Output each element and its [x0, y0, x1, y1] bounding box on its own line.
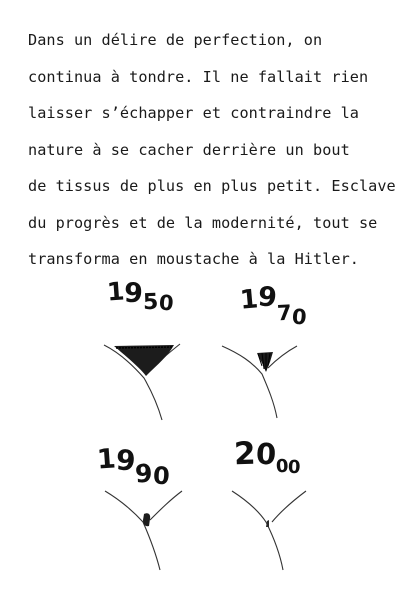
paragraph-line: de tissus de plus en plus petit. Esclave: [28, 177, 396, 195]
paragraph-line: laisser s’échapper et contraindre la: [28, 104, 359, 122]
paragraph-line: du progrès et de la modernité, tout se: [28, 213, 378, 232]
year-label-2000: 2000: [233, 435, 302, 479]
paragraph-line: transforma en moustache à la Hitler.: [28, 250, 359, 268]
paragraph-line: continua à tondre. Il ne fallait rien: [28, 67, 369, 86]
paragraph-line: nature à se cacher derrière un bout: [28, 140, 350, 159]
year-label-1950: 1950: [106, 276, 174, 316]
year-label-1990: 1990: [95, 443, 171, 491]
year-label-1970: 1970: [238, 281, 308, 330]
paragraph-line: Dans un délire de perfection, on: [28, 31, 323, 49]
